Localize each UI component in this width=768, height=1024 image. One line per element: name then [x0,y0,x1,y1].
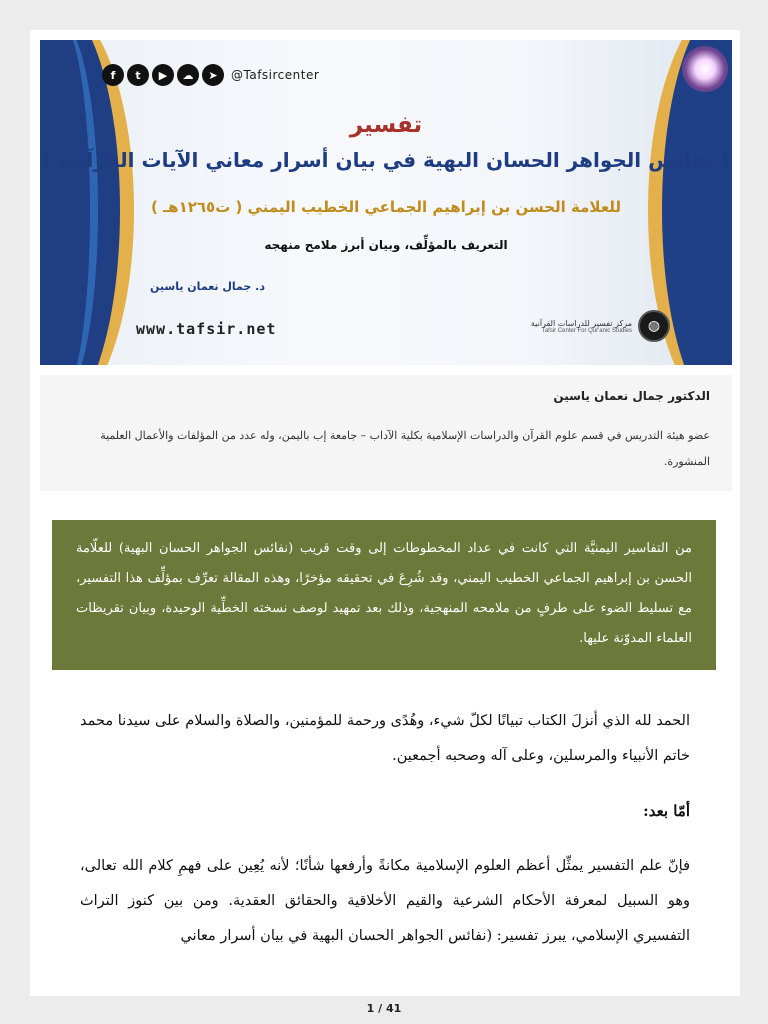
article-abstract: من التفاسير اليمنيَّة التي كانت في عداد المخطوطات إلى وقت قريب (نفائس الجواهر الحسان البهية) للعلّامة الحسن بن إبراهيم الجماعي الخطيب اليمني، وقد شُرِعَ في تحقيقه مؤخرًا، وهذه المقالة تعرِّف بمؤلِّف هذا التفسير، مع تسليط الضوء على طرفٍ من ملامحه المنهجية، وذلك بعد تمهيد لوصف نسخته الخطِّية الوحيدة، وبيان تقريظات العلماء المدوّنة عليها. [52,520,716,670]
banner-tafsir-word: تفسير [349,112,423,138]
article-body [80,704,690,954]
facebook-icon[interactable]: f [102,64,124,86]
banner-subtitle: التعريف بالمؤلِّف، وبيان أبرز ملامح منهجه [264,238,508,252]
body-paragraph-1: الحمد لله الذي أنزلَ الكتاب تبيانًا لكلّ شيء، وهُدًى ورحمة للمؤمنين، والصلاة والسلام على سيدنا محمد خاتم الأنبياء والمرسلين، وعلى آله وصحبه أجمعين. [80,713,690,764]
logo-arabic-text: مركز تفسير للدراسات القرآنية [530,318,632,328]
author-card [40,375,732,491]
author-name: الدكتور جمال نعمان ياسين [553,389,710,403]
page-indicator: 1 / 41 [366,1002,402,1015]
light-flare-decoration [682,46,728,92]
youtube-icon[interactable]: ▶ [152,64,174,86]
article-banner [40,40,732,365]
social-handle: @Tafsircenter [231,68,320,82]
banner-article-author: د. جمال نعمان ياسين [150,280,265,293]
banner-book-title: ( نفائس الجواهر الحسان البهية في بيان أسرار معاني الآيات القرآنية ) [42,148,730,172]
telegram-icon[interactable]: ➤ [202,64,224,86]
logo-english-text: Tafsir Center For Qur'anic Studies [541,327,632,334]
tafsir-center-logo [520,306,670,346]
banner-website: www.tafsir.net [136,320,277,338]
author-bio: عضو هيئة التدريس في قسم علوم القرآن والدراسات الإسلامية بكلية الآداب – جامعة إب باليمن، وله عدد من المؤلفات والأعمال العلمية المنشورة. [100,429,710,468]
document-page [30,30,740,996]
social-links [102,64,319,86]
twitter-icon[interactable]: t [127,64,149,86]
globe-logo-icon: ◍ [638,310,670,342]
banner-author-line: للعلامة الحسن بن إبراهيم الجماعي الخطيب اليمني ( ت١٢٦٥هـ ) [150,198,622,216]
soundcloud-icon[interactable]: ☁ [177,64,199,86]
body-heading-amma-baad: أمّا بعد: [643,802,690,820]
body-paragraph-2: فإنّ علم التفسير يمثِّل أعظم العلوم الإسلامية مكانةً وأرفعها شأنًا؛ لأنه يُعِين على فهمِ كلام الله تعالى، وهو السبيل لمعرفة الأحكام الشرعية والقيم الأخلاقية والحقائق العقدية. ومن بين كنوز التراث التفسيري الإسلامي، يبرز تفسير: (نفائس الجواهر الحسان البهية في بيان أسرار معاني [80,858,690,944]
